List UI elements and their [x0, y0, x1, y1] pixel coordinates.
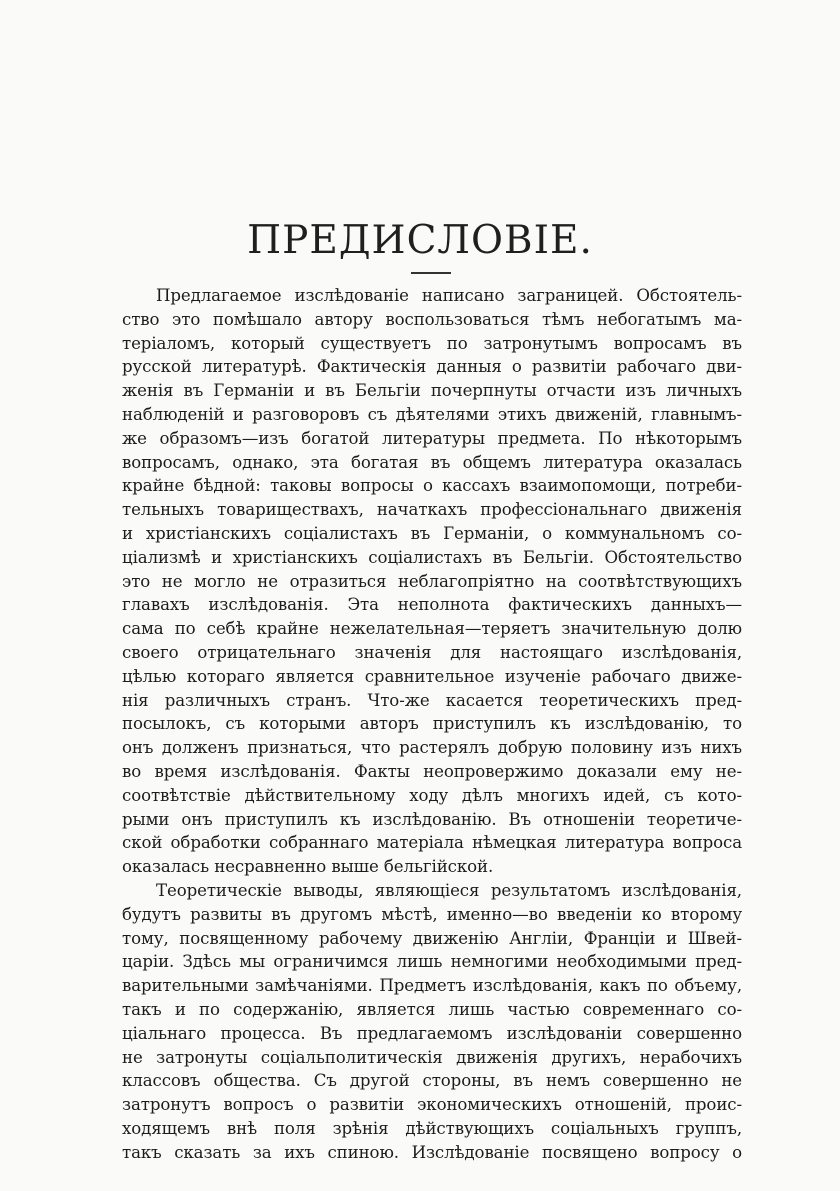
text-line: будутъ развиты въ другомъ мѣстѣ, именно—во введеніи ко второму — [122, 904, 742, 924]
text-line: посылокъ, съ которыми авторъ приступилъ къ изслѣдованію, то — [122, 714, 742, 734]
text-line: сама по себѣ крайне нежелательная—теряетъ значительную долю — [122, 619, 742, 639]
text-line: не затронуты соціальполитическія движенія другихъ, нерабочихъ — [122, 1047, 742, 1067]
text-line: ціальнаго процесса. Въ предлагаемомъ изслѣдованіи совершенно — [122, 1023, 742, 1043]
text-line: крайне бѣдной: таковы вопросы о кассахъ взаимопомощи, потреби- — [122, 476, 742, 496]
text-line: оказалась несравненно выше бельгійской. — [122, 857, 494, 877]
text-line: рыми онъ приступилъ къ изслѣдованію. Въ отношеніи теоретиче- — [122, 809, 742, 829]
text-line: это не могло не отразиться неблагопріятно на соотвѣтствующихъ — [122, 571, 742, 591]
text-line: Предлагаемое изслѣдованіе написано заграницей. Обстоятель- — [156, 286, 742, 305]
text-line: вопросамъ, однако, эта богатая въ общемъ литература оказалась — [122, 452, 742, 472]
text-line: главахъ изслѣдованія. Эта неполнота фактическихъ данныхъ— — [122, 595, 742, 615]
text-line: теріаломъ, который существуетъ по затронутымъ вопросамъ въ — [122, 333, 742, 353]
text-line: же образомъ—изъ богатой литературы предмета. По нѣкоторымъ — [122, 428, 742, 448]
text-line: соотвѣтствіе дѣйствительному ходу дѣлъ многихъ идей, съ кото- — [122, 785, 742, 805]
text-line: такъ сказать за ихъ спиною. Изслѣдованіе посвящено вопросу о — [122, 1142, 742, 1162]
text-line: такъ и по содержанію, является лишь частью современнаго со- — [122, 999, 742, 1019]
body-text — [122, 284, 742, 1164]
text-line: затронутъ вопросъ о развитіи экономическихъ отношеній, проис- — [122, 1095, 742, 1115]
page-title: ПРЕДИСЛОВІЕ. — [247, 218, 593, 263]
text-line: ціализмѣ и христіанскихъ соціалистахъ въ Бельгіи. Обстоятельство — [122, 547, 742, 567]
text-line: классовъ общества. Съ другой стороны, въ немъ совершенно не — [122, 1071, 742, 1091]
text-line: наблюденій и разговоровъ съ дѣятелями этихъ движеній, главнымъ- — [122, 404, 742, 424]
text-line: русской литературѣ. Фактическія данныя о развитіи рабочаго дви- — [122, 357, 742, 377]
text-line: женія въ Германіи и въ Бельгіи почерпнуты отчасти изъ личныхъ — [122, 381, 742, 401]
text-line: во время изслѣдованія. Факты неопровержимо доказали ему не- — [122, 761, 742, 781]
text-line: своего отрицательнаго значенія для настоящаго изслѣдованія, — [122, 642, 742, 662]
text-line: и христіанскихъ соціалистахъ въ Германіи, о коммунальномъ со- — [122, 523, 742, 543]
text-line: ходящемъ внѣ поля зрѣнія дѣйствующихъ соціальныхъ группъ, — [122, 1118, 742, 1138]
text-line: ство это помѣшало автору воспользоваться тѣмъ небогатымъ ма- — [122, 309, 742, 329]
text-line: Теоретическіе выводы, являющіеся результатомъ изслѣдованія, — [156, 880, 742, 900]
text-line: нія различныхъ странъ. Что-же касается теоретическихъ пред- — [122, 690, 742, 710]
text-line: онъ долженъ признаться, что растерялъ добрую половину изъ нихъ — [122, 738, 742, 758]
text-line: ской обработки собраннаго матеріала нѣмецкая литература вопроса — [122, 833, 742, 853]
text-line: цѣлью котораго является сравнительное изученіе рабочаго движе- — [122, 666, 742, 686]
text-line: тельныхъ товариществахъ, начаткахъ профессіональнаго движенія — [122, 500, 742, 520]
text-line: царіи. Здѣсь мы ограничимся лишь немногими необходимыми пред- — [122, 952, 742, 972]
text-line: тому, посвященному рабочему движенію Англіи, Франціи и Швей- — [122, 928, 742, 948]
title-rule — [411, 272, 451, 274]
text-line: варительными замѣчаніями. Предметъ изслѣдованія, какъ по объему, — [122, 976, 742, 996]
